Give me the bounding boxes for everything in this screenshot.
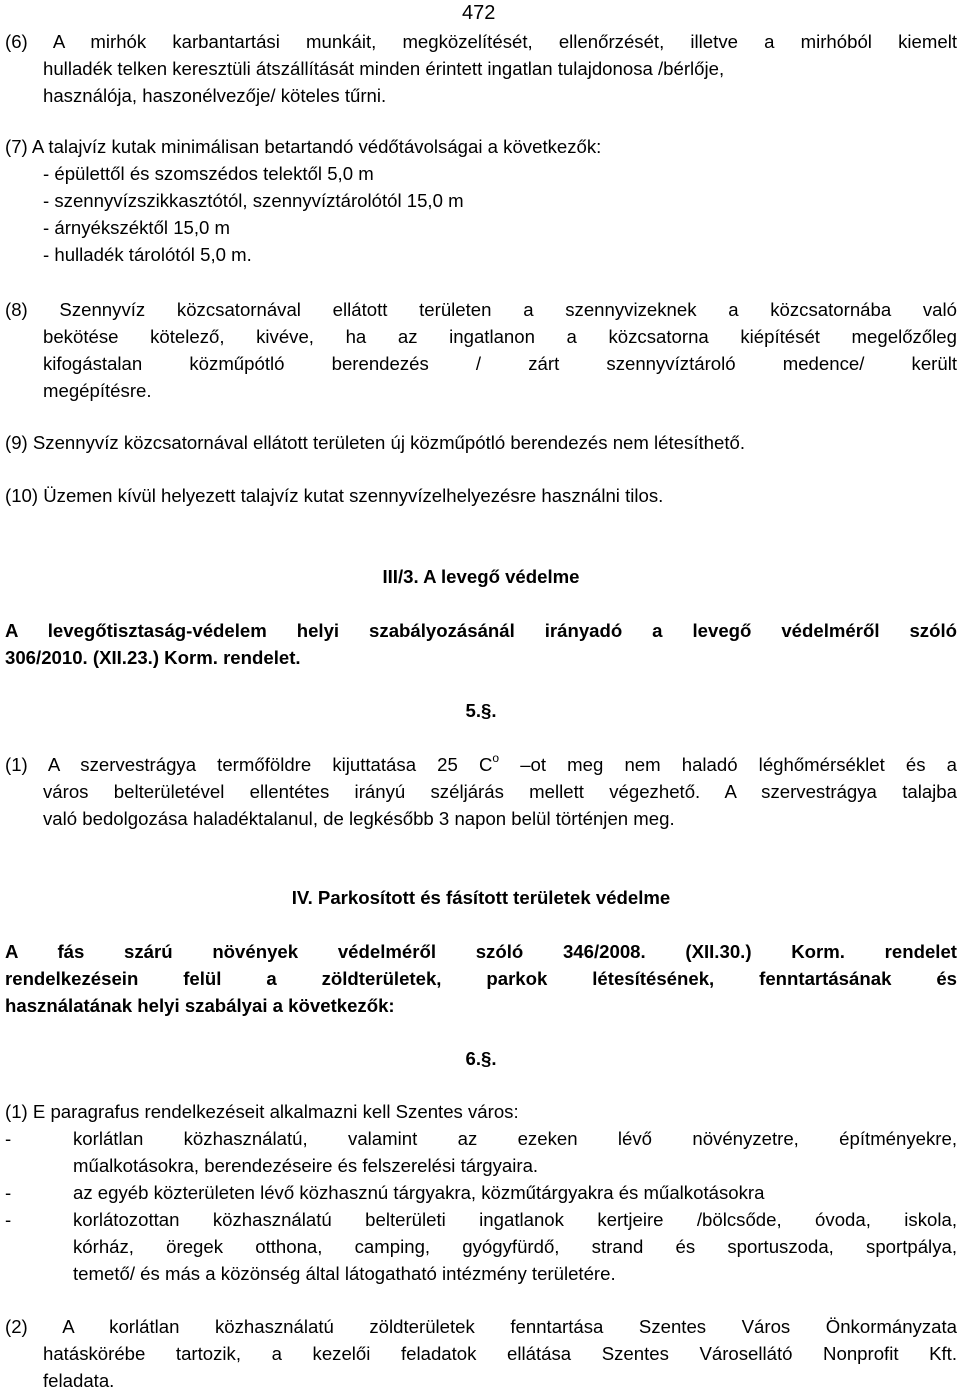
dash-marker: - — [5, 1182, 12, 1203]
paragraph-8-line-2: bekötése kötelező, kivéve, ha az ingatlanon a közcsatorna kiépítését megelőzőleg — [43, 326, 957, 347]
paragraph-5-line-2: város belterületével ellentétes irányú széljárás mellett végezhető. A szervestrágya talajba — [43, 781, 957, 802]
list-item — [5, 1179, 957, 1206]
paragraph-8-line-3: kifogástalan közműpótló berendezés / zárt szennyvíztároló medence/ került — [43, 353, 957, 374]
paragraph-6-section-1-intro — [5, 1098, 957, 1125]
paragraph-7-intro: (7) A talajvíz kutak minimálisan betartandó védőtávolságai a következők: — [5, 136, 602, 157]
paragraph-6-intro: (1) E paragrafus rendelkezéseit alkalmazni kell Szentes város: — [5, 1101, 519, 1122]
paragraph-6-list — [5, 1125, 957, 1287]
paragraph-7-item: - épülettől és szomszédos telektől 5,0 m — [43, 163, 374, 184]
list-item — [5, 1125, 957, 1179]
section-heading-parks-title: IV. Parkosított és fásított területek védelme — [291, 887, 671, 908]
list-item-line: korlátozottan közhasználatú belterületi ingatlanok kertjeire /bölcsőde, óvoda, iskola, — [73, 1209, 957, 1230]
paragraph-5-line-1a: (1) A szervestrágya termőföldre kijuttatása 25 C — [5, 754, 493, 775]
paragraph-9 — [5, 429, 957, 456]
paragraph-5-line-1 — [5, 751, 957, 778]
section-air-subtitle-line-1: A levegőtisztaság-védelem helyi szabályozásánál irányadó a levegő védelméről szóló — [5, 620, 957, 641]
paragraph-5-line-3: való bedolgozása haladéktalanul, de legkésőbb 3 napon belül történjen meg. — [43, 808, 675, 829]
list-item-line: műalkotásokra, berendezéseire és felszerelési tárgyaira. — [73, 1155, 539, 1176]
paragraph-6-s2-line-3: feladata. — [43, 1370, 115, 1391]
paragraph-6-section-2 — [5, 1313, 957, 1394]
paragraph-8-line-1: (8) Szennyvíz közcsatornával ellátott területen a szennyvizeknek a közcsatornába való — [5, 299, 957, 320]
paragraph-5-line-1b: –ot meg nem haladó léghőmérséklet és a — [499, 754, 957, 775]
paragraph-6-s2-line-1: (2) A korlátlan közhasználatú zöldterületek fenntartása Szentes Város Önkormányzata — [5, 1316, 957, 1337]
list-item-line: temető/ és más a közönség által látogatható intézmény területére. — [73, 1263, 616, 1284]
paragraph-5-section-1 — [5, 751, 957, 832]
paragraph-5-number-text: 5.§. — [465, 700, 497, 721]
paragraph-6-line-2: hulladék telken keresztüli átszállítását minden érintett ingatlan tulajdonosa /bérlője, — [43, 58, 725, 79]
section-heading-air — [5, 563, 957, 590]
paragraph-8-line-4: megépítésre. — [43, 380, 152, 401]
paragraph-7-item: - hulladék tárolótól 5,0 m. — [43, 244, 252, 265]
degree-superscript: o — [492, 751, 500, 765]
paragraph-6-line-1: (6) A mirhók karbantartási munkáit, megközelítését, ellenőrzését, illetve a mirhóból kiemelt — [5, 31, 957, 52]
list-item-line: kórház, öregek otthona, camping, gyógyfürdő, strand és sportuszoda, sportpálya, — [73, 1236, 957, 1257]
section-parks-subtitle-line-2: rendelkezésein felül a zöldterületek, parkok létesítésének, fenntartásának és — [5, 968, 957, 989]
list-item-line: az egyéb közterületen lévő közhasznú tárgyakra, közműtárgyakra és műalkotásokra — [73, 1182, 765, 1203]
section-parks-subtitle-line-1: A fás szárú növények védelméről szóló 346/2008. (XII.30.) Korm. rendelet — [5, 941, 957, 962]
paragraph-6-number-text: 6.§. — [465, 1048, 497, 1069]
paragraph-8 — [5, 296, 957, 404]
section-heading-parks — [5, 884, 957, 911]
section-parks-subtitle — [5, 938, 957, 1019]
paragraph-10 — [5, 482, 957, 509]
dash-marker: - — [5, 1209, 12, 1230]
paragraph-6-number — [5, 1045, 957, 1072]
paragraph-6-line-3: használója, haszonélvezője/ köteles tűrni. — [43, 85, 387, 106]
paragraph-7 — [5, 133, 957, 268]
paragraph-9-text: (9) Szennyvíz közcsatornával ellátott területen új közműpótló berendezés nem létesíthető. — [5, 432, 746, 453]
paragraph-5-number — [5, 697, 957, 724]
paragraph-7-item: - szennyvízszikkasztótól, szennyvíztárolótól 15,0 m — [43, 190, 464, 211]
dash-marker: - — [5, 1128, 12, 1149]
list-item-line: korlátlan közhasználatú, valamint az ezeken lévő növényzetre, építményekre, — [73, 1128, 957, 1149]
list-item — [5, 1206, 957, 1287]
paragraph-10-text: (10) Üzemen kívül helyezett talajvíz kutat szennyvízelhelyezésre használni tilos. — [5, 485, 664, 506]
section-heading-air-title: III/3. A levegő védelme — [382, 566, 580, 587]
section-air-subtitle — [5, 617, 957, 671]
paragraph-7-item: - árnyékszéktől 15,0 m — [43, 217, 231, 238]
page-number: 472 — [462, 2, 496, 24]
paragraph-6 — [5, 28, 957, 109]
paragraph-6-s2-line-2: hatáskörébe tartozik, a kezelői feladatok ellátása Szentes Városellátó Nonprofit Kft. — [43, 1343, 957, 1364]
section-air-subtitle-line-2: 306/2010. (XII.23.) Korm. rendelet. — [5, 647, 301, 668]
section-parks-subtitle-line-3: használatának helyi szabályai a következők: — [5, 995, 395, 1016]
